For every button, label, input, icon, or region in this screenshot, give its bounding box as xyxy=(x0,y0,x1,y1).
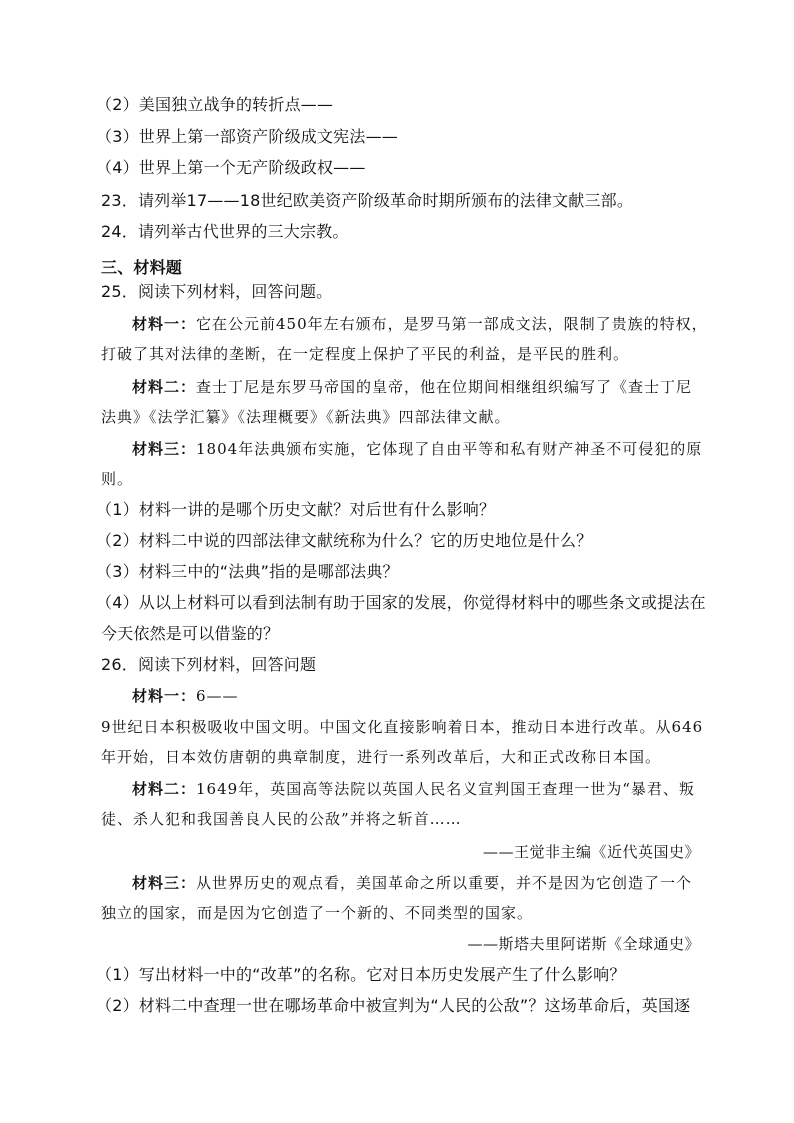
q26-stem: 26．阅读下列材料，回答问题 xyxy=(101,655,317,674)
q25-material2 xyxy=(132,377,692,397)
q26-m1-label: 材料一： xyxy=(132,687,197,705)
q26-m2-label: 材料二： xyxy=(132,780,197,798)
q26-m2-line1: 1649年，英国高等法院以英国人民名义宣判国王查理一世为“暴君、叛 xyxy=(196,780,695,798)
q25-material3 xyxy=(132,439,702,459)
q25-m3-label: 材料三： xyxy=(132,440,197,458)
q26-m3-label: 材料三： xyxy=(132,874,197,892)
q26-m3-line1: 从世界历史的观点看，美国革命之所以重要，并不是因为它创造了一个 xyxy=(196,874,693,892)
q25-m1-label: 材料一： xyxy=(132,315,197,333)
q25-m2-line1: 查士丁尼是东罗马帝国的皇帝，他在位期间相继组织编写了《查士丁尼 xyxy=(196,378,693,396)
q22-sub4: （4）世界上第一个无产阶级政权—— xyxy=(96,158,366,177)
q25-m1-line1: 它在公元前450年左右颁布，是罗马第一部成文法，限制了贵族的特权， xyxy=(196,315,708,333)
q25-sub3: （3）材料三中的“法典”指的是哪部法典？ xyxy=(96,562,399,581)
q26-m3-source: ——斯塔夫里阿诺斯《全球通史》 xyxy=(467,935,700,953)
q25-m3-line1: 1804年法典颁布实施，它体现了自由平等和私有财产神圣不可侵犯的原 xyxy=(196,440,703,458)
q26-material3 xyxy=(132,873,692,893)
section3-title: 三、材料题 xyxy=(101,258,183,277)
q25-m1-line2: 打破了其对法律的垄断，在一定程度上保护了平民的利益，是平民的胜利。 xyxy=(101,345,630,363)
q26-sub1: （1）写出材料一中的“改革”的名称。它对日本历史发展产生了什么影响？ xyxy=(96,965,626,984)
q25-sub4-cont: 今天依然是可以借鉴的？ xyxy=(101,624,280,643)
q25-m3-line2: 则。 xyxy=(101,470,134,488)
q22-sub3: （3）世界上第一部资产阶级成文宪法—— xyxy=(96,127,398,146)
q24: 24．请列举古代世界的三大宗教。 xyxy=(101,222,349,241)
q26-m2-line2: 徒、杀人犯和我国善良人民的公敌”并将之斩首…… xyxy=(101,810,462,828)
q25-sub2: （2）材料二中说的四部法律文献统称为什么？它的历史地位是什么？ xyxy=(96,531,593,550)
q22-sub2: （2）美国独立战争的转折点—— xyxy=(96,95,334,114)
q26-m3-line2: 独立的国家，而是因为它创造了一个新的、不同类型的国家。 xyxy=(101,904,534,922)
q25-sub1: （1）材料一讲的是哪个历史文献？对后世有什么影响？ xyxy=(96,500,496,519)
q25-m2-label: 材料二： xyxy=(132,378,197,396)
q26-m1-inline: 6—— xyxy=(196,687,239,705)
q26-material1 xyxy=(132,686,239,706)
q26-m1-line2: 年开始，日本效仿唐朝的典章制度，进行一系列改革后，大和正式改称日本国。 xyxy=(101,748,662,766)
q26-m2-source: ——王觉非主编《近代英国史》 xyxy=(482,843,700,861)
q25-sub4: （4）从以上材料可以看到法制有助于国家的发展，你觉得材料中的哪些条文或提法在 xyxy=(96,593,706,612)
q26-m1-line1: 9世纪日本积极吸收中国文明。中国文化直接影响着日本，推动日本进行改革。从646 xyxy=(101,718,704,736)
q25-material1 xyxy=(132,314,708,334)
q25-m2-line2: 法典》《法学汇纂》《法理概要》《新法典》四部法律文献。 xyxy=(101,408,511,426)
q23: 23．请列举17——18世纪欧美资产阶级革命时期所颁布的法律文献三部。 xyxy=(101,191,634,210)
q25-stem: 25．阅读下列材料，回答问题。 xyxy=(101,282,333,301)
q26-sub2: （2）材料二中查理一世在哪场革命中被宣判为“人民的公敌”？这场革命后，英国逐 xyxy=(96,996,691,1015)
q26-material2 xyxy=(132,779,695,799)
